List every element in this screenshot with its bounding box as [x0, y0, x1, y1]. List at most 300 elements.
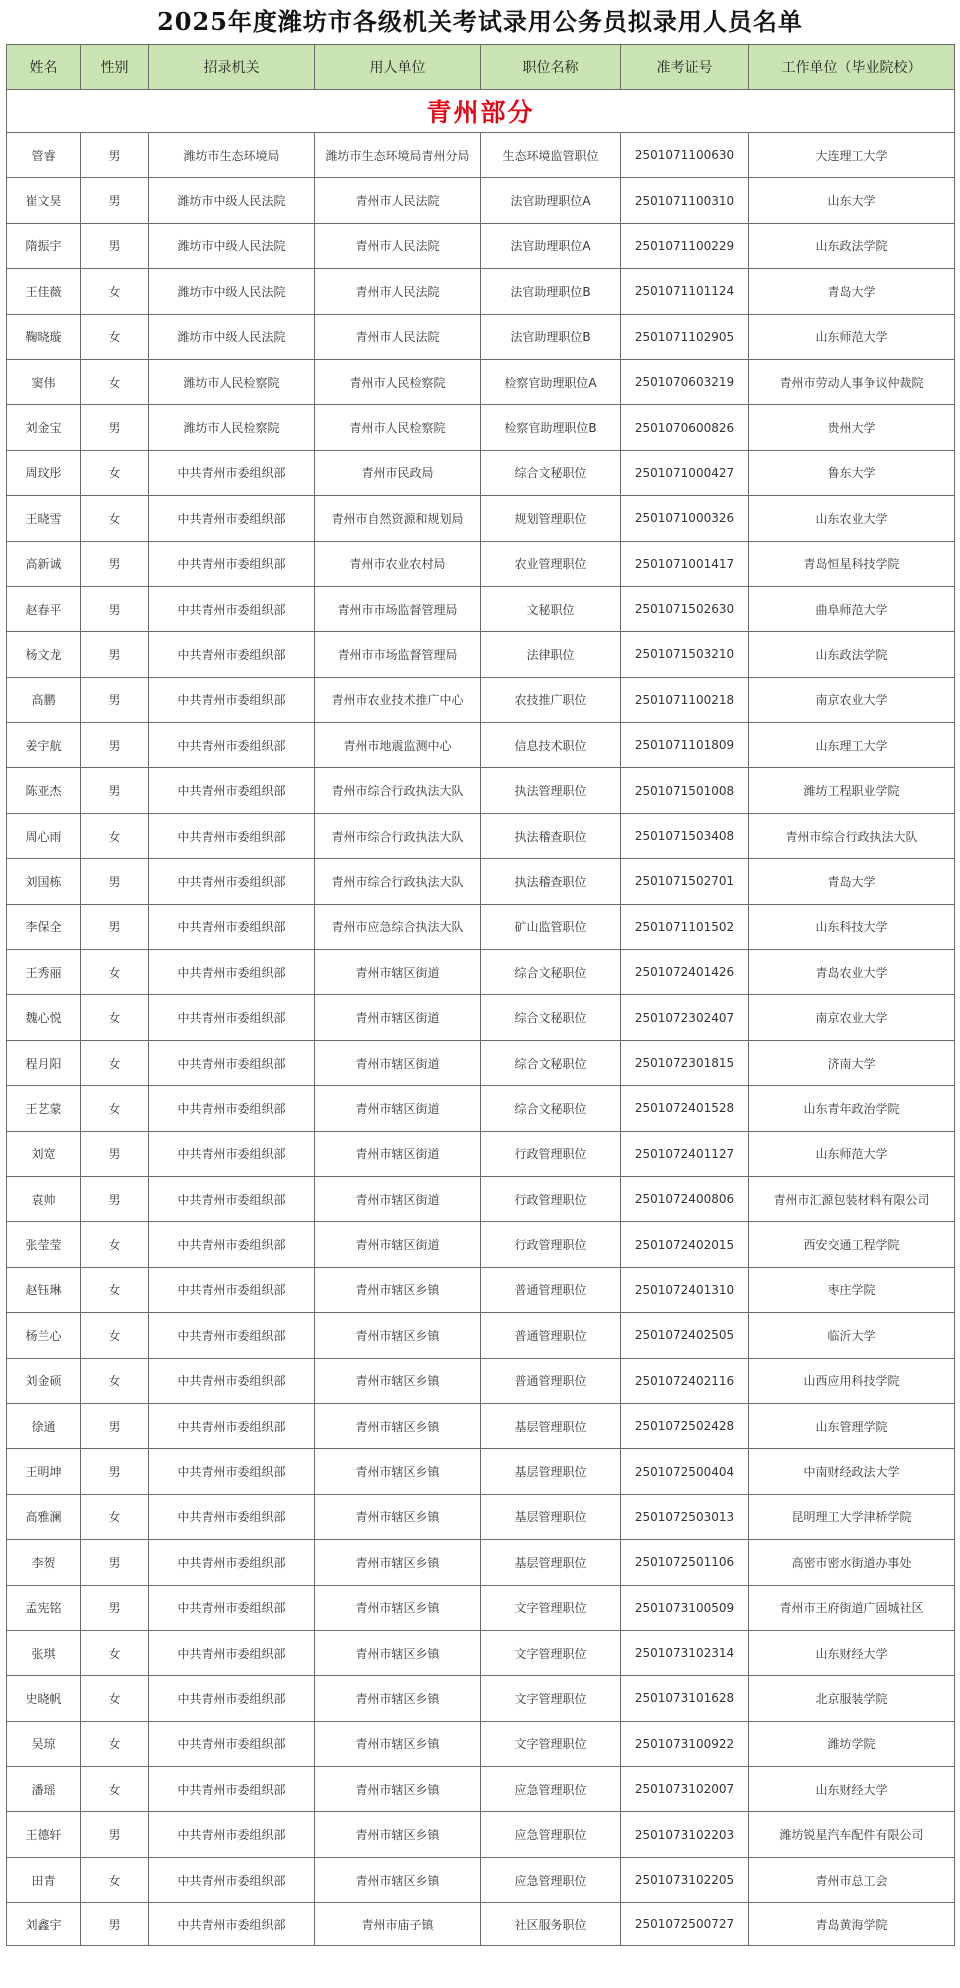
- cell-name: 姜宇航: [7, 723, 81, 768]
- cell-recruiting-agency: 潍坊市中级人民法院: [149, 223, 315, 268]
- cell-recruiting-agency: 中共青州市委组织部: [149, 1403, 315, 1448]
- cell-gender: 女: [81, 1040, 149, 1085]
- cell-position: 文字管理职位: [481, 1721, 621, 1766]
- cell-employer: 青州市辖区乡镇: [315, 1449, 481, 1494]
- cell-recruiting-agency: 中共青州市委组织部: [149, 813, 315, 858]
- cell-position: 普通管理职位: [481, 1267, 621, 1312]
- table-row: [7, 723, 955, 768]
- cell-position: 社区服务职位: [481, 1903, 621, 1946]
- cell-exam-number: 2501072402116: [621, 1358, 749, 1403]
- cell-position: 执法管理职位: [481, 768, 621, 813]
- table-row: [7, 1222, 955, 1267]
- cell-position: 文字管理职位: [481, 1676, 621, 1721]
- cell-name: 张莹莹: [7, 1222, 81, 1267]
- cell-name: 袁帅: [7, 1176, 81, 1221]
- cell-employer: 青州市综合行政执法大队: [315, 768, 481, 813]
- cell-position: 普通管理职位: [481, 1313, 621, 1358]
- cell-workplace-school: 青州市总工会: [749, 1857, 955, 1902]
- cell-name: 管睿: [7, 133, 81, 178]
- cell-gender: 男: [81, 541, 149, 586]
- cell-name: 高新诚: [7, 541, 81, 586]
- cell-employer: 青州市辖区乡镇: [315, 1676, 481, 1721]
- cell-name: 杨兰心: [7, 1313, 81, 1358]
- cell-name: 王德轩: [7, 1812, 81, 1857]
- cell-employer: 青州市人民法院: [315, 269, 481, 314]
- cell-exam-number: 2501072500727: [621, 1903, 749, 1946]
- cell-exam-number: 2501071102905: [621, 314, 749, 359]
- table-row: [7, 178, 955, 223]
- cell-exam-number: 2501073102314: [621, 1630, 749, 1675]
- cell-exam-number: 2501072401310: [621, 1267, 749, 1312]
- table-row: [7, 904, 955, 949]
- table-row: [7, 1721, 955, 1766]
- cell-employer: 青州市辖区街道: [315, 950, 481, 995]
- cell-gender: 女: [81, 813, 149, 858]
- cell-gender: 女: [81, 1676, 149, 1721]
- cell-employer: 青州市人民检察院: [315, 359, 481, 404]
- cell-workplace-school: 山东理工大学: [749, 723, 955, 768]
- cell-position: 执法稽查职位: [481, 859, 621, 904]
- cell-employer: 青州市辖区街道: [315, 1222, 481, 1267]
- cell-employer: 青州市辖区乡镇: [315, 1630, 481, 1675]
- cell-recruiting-agency: 中共青州市委组织部: [149, 950, 315, 995]
- cell-workplace-school: 青岛农业大学: [749, 950, 955, 995]
- cell-recruiting-agency: 中共青州市委组织部: [149, 1585, 315, 1630]
- cell-position: 文字管理职位: [481, 1585, 621, 1630]
- cell-exam-number: 2501071100218: [621, 677, 749, 722]
- cell-exam-number: 2501071101809: [621, 723, 749, 768]
- cell-gender: 男: [81, 723, 149, 768]
- cell-exam-number: 2501071502630: [621, 586, 749, 631]
- table-row: [7, 541, 955, 586]
- table-row: [7, 496, 955, 541]
- cell-position: 行政管理职位: [481, 1131, 621, 1176]
- cell-gender: 女: [81, 359, 149, 404]
- cell-recruiting-agency: 中共青州市委组织部: [149, 1449, 315, 1494]
- table-row: [7, 1676, 955, 1721]
- cell-gender: 男: [81, 1176, 149, 1221]
- cell-exam-number: 2501073102205: [621, 1857, 749, 1902]
- table-row: [7, 586, 955, 631]
- cell-workplace-school: 青州市综合行政执法大队: [749, 813, 955, 858]
- cell-gender: 女: [81, 1494, 149, 1539]
- cell-name: 刘宽: [7, 1131, 81, 1176]
- cell-workplace-school: 青岛大学: [749, 859, 955, 904]
- cell-gender: 女: [81, 950, 149, 995]
- cell-workplace-school: 青州市汇源包装材料有限公司: [749, 1176, 955, 1221]
- cell-name: 魏心悦: [7, 995, 81, 1040]
- cell-name: 史晓帆: [7, 1676, 81, 1721]
- cell-gender: 男: [81, 133, 149, 178]
- cell-gender: 男: [81, 223, 149, 268]
- cell-employer: 青州市辖区街道: [315, 1131, 481, 1176]
- cell-recruiting-agency: 中共青州市委组织部: [149, 1358, 315, 1403]
- cell-name: 刘鑫宇: [7, 1903, 81, 1946]
- cell-exam-number: 2501071501008: [621, 768, 749, 813]
- cell-gender: 女: [81, 1857, 149, 1902]
- cell-recruiting-agency: 中共青州市委组织部: [149, 1313, 315, 1358]
- cell-recruiting-agency: 中共青州市委组织部: [149, 1630, 315, 1675]
- cell-employer: 青州市辖区乡镇: [315, 1585, 481, 1630]
- cell-employer: 青州市人民法院: [315, 314, 481, 359]
- cell-employer: 青州市辖区乡镇: [315, 1812, 481, 1857]
- cell-workplace-school: 山东财经大学: [749, 1630, 955, 1675]
- table-row: [7, 632, 955, 677]
- cell-name: 赵春平: [7, 586, 81, 631]
- cell-name: 潘瑶: [7, 1767, 81, 1812]
- cell-gender: 女: [81, 269, 149, 314]
- cell-employer: 青州市地震监测中心: [315, 723, 481, 768]
- cell-gender: 男: [81, 904, 149, 949]
- cell-position: 农技推广职位: [481, 677, 621, 722]
- cell-recruiting-agency: 潍坊市人民检察院: [149, 359, 315, 404]
- cell-name: 李贺: [7, 1540, 81, 1585]
- cell-position: 法官助理职位A: [481, 223, 621, 268]
- cell-name: 李保全: [7, 904, 81, 949]
- cell-recruiting-agency: 中共青州市委组织部: [149, 904, 315, 949]
- cell-name: 田青: [7, 1857, 81, 1902]
- cell-exam-number: 2501071503210: [621, 632, 749, 677]
- cell-employer: 青州市人民法院: [315, 178, 481, 223]
- table-row: [7, 1176, 955, 1221]
- cell-recruiting-agency: 中共青州市委组织部: [149, 1812, 315, 1857]
- cell-name: 赵钰琳: [7, 1267, 81, 1312]
- table-row: [7, 1585, 955, 1630]
- section-title: 青州部分: [7, 90, 955, 133]
- cell-workplace-school: 北京服装学院: [749, 1676, 955, 1721]
- cell-name: 鞠晓璇: [7, 314, 81, 359]
- cell-employer: 青州市辖区乡镇: [315, 1767, 481, 1812]
- table-row: [7, 1131, 955, 1176]
- cell-exam-number: 2501071503408: [621, 813, 749, 858]
- cell-employer: 青州市辖区街道: [315, 1176, 481, 1221]
- cell-name: 吴琼: [7, 1721, 81, 1766]
- table-row: [7, 995, 955, 1040]
- cell-position: 行政管理职位: [481, 1176, 621, 1221]
- cell-recruiting-agency: 中共青州市委组织部: [149, 768, 315, 813]
- cell-position: 应急管理职位: [481, 1812, 621, 1857]
- cell-employer: 青州市综合行政执法大队: [315, 859, 481, 904]
- table-row: [7, 133, 955, 178]
- cell-recruiting-agency: 中共青州市委组织部: [149, 1857, 315, 1902]
- cell-employer: 青州市市场监督管理局: [315, 632, 481, 677]
- cell-exam-number: 2501072301815: [621, 1040, 749, 1085]
- cell-employer: 青州市辖区乡镇: [315, 1313, 481, 1358]
- cell-workplace-school: 青州市王府街道广固城社区: [749, 1585, 955, 1630]
- cell-workplace-school: 潍坊学院: [749, 1721, 955, 1766]
- cell-workplace-school: 青岛大学: [749, 269, 955, 314]
- cell-recruiting-agency: 潍坊市人民检察院: [149, 405, 315, 450]
- cell-name: 孟宪铭: [7, 1585, 81, 1630]
- cell-exam-number: 2501072503013: [621, 1494, 749, 1539]
- table-row: [7, 1358, 955, 1403]
- cell-gender: 男: [81, 1403, 149, 1448]
- cell-employer: 青州市人民法院: [315, 223, 481, 268]
- cell-workplace-school: 山东财经大学: [749, 1767, 955, 1812]
- cell-employer: 青州市辖区街道: [315, 1040, 481, 1085]
- cell-name: 王晓雪: [7, 496, 81, 541]
- cell-recruiting-agency: 中共青州市委组织部: [149, 1267, 315, 1312]
- cell-position: 应急管理职位: [481, 1767, 621, 1812]
- cell-position: 综合文秘职位: [481, 1086, 621, 1131]
- cell-employer: 青州市应急综合执法大队: [315, 904, 481, 949]
- cell-name: 王艺蒙: [7, 1086, 81, 1131]
- cell-recruiting-agency: 中共青州市委组织部: [149, 1040, 315, 1085]
- cell-position: 行政管理职位: [481, 1222, 621, 1267]
- table-row: [7, 1086, 955, 1131]
- cell-exam-number: 2501071100229: [621, 223, 749, 268]
- cell-workplace-school: 山东农业大学: [749, 496, 955, 541]
- cell-workplace-school: 山东政法学院: [749, 223, 955, 268]
- cell-name: 程月阳: [7, 1040, 81, 1085]
- cell-name: 高鹏: [7, 677, 81, 722]
- cell-workplace-school: 大连理工大学: [749, 133, 955, 178]
- cell-name: 陈亚杰: [7, 768, 81, 813]
- cell-gender: 男: [81, 677, 149, 722]
- cell-position: 农业管理职位: [481, 541, 621, 586]
- cell-position: 执法稽查职位: [481, 813, 621, 858]
- table-header-row: [7, 45, 955, 90]
- cell-position: 生态环境监管职位: [481, 133, 621, 178]
- cell-position: 检察官助理职位B: [481, 405, 621, 450]
- table-row: [7, 1040, 955, 1085]
- cell-exam-number: 2501072401528: [621, 1086, 749, 1131]
- cell-position: 法律职位: [481, 632, 621, 677]
- cell-recruiting-agency: 中共青州市委组织部: [149, 1903, 315, 1946]
- table-row: [7, 677, 955, 722]
- cell-employer: 青州市农业技术推广中心: [315, 677, 481, 722]
- cell-employer: 青州市人民检察院: [315, 405, 481, 450]
- cell-exam-number: 2501072402505: [621, 1313, 749, 1358]
- cell-recruiting-agency: 中共青州市委组织部: [149, 995, 315, 1040]
- cell-exam-number: 2501070603219: [621, 359, 749, 404]
- cell-workplace-school: 潍坊工程职业学院: [749, 768, 955, 813]
- cell-exam-number: 2501073102203: [621, 1812, 749, 1857]
- table-row: [7, 768, 955, 813]
- cell-exam-number: 2501071502701: [621, 859, 749, 904]
- cell-recruiting-agency: 中共青州市委组织部: [149, 677, 315, 722]
- table-row: [7, 1494, 955, 1539]
- cell-name: 刘金硕: [7, 1358, 81, 1403]
- cell-workplace-school: 山东大学: [749, 178, 955, 223]
- cell-exam-number: 2501071101124: [621, 269, 749, 314]
- cell-position: 应急管理职位: [481, 1857, 621, 1902]
- cell-recruiting-agency: 潍坊市中级人民法院: [149, 178, 315, 223]
- cell-gender: 男: [81, 405, 149, 450]
- header-gender: 性别: [81, 45, 149, 90]
- cell-recruiting-agency: 中共青州市委组织部: [149, 859, 315, 904]
- cell-exam-number: 2501071000427: [621, 450, 749, 495]
- cell-position: 矿山监管职位: [481, 904, 621, 949]
- cell-recruiting-agency: 中共青州市委组织部: [149, 1176, 315, 1221]
- cell-gender: 女: [81, 1313, 149, 1358]
- cell-name: 徐通: [7, 1403, 81, 1448]
- cell-recruiting-agency: 中共青州市委组织部: [149, 586, 315, 631]
- cell-exam-number: 2501072501106: [621, 1540, 749, 1585]
- header-exam-number: 准考证号: [621, 45, 749, 90]
- cell-recruiting-agency: 中共青州市委组织部: [149, 632, 315, 677]
- cell-gender: 男: [81, 1540, 149, 1585]
- table-row: [7, 1903, 955, 1946]
- cell-name: 张琪: [7, 1630, 81, 1675]
- cell-recruiting-agency: 潍坊市中级人民法院: [149, 269, 315, 314]
- table-row: [7, 223, 955, 268]
- cell-employer: 青州市辖区乡镇: [315, 1857, 481, 1902]
- cell-exam-number: 2501072500404: [621, 1449, 749, 1494]
- cell-name: 窦伟: [7, 359, 81, 404]
- header-recruiting-agency: 招录机关: [149, 45, 315, 90]
- cell-name: 周心雨: [7, 813, 81, 858]
- cell-workplace-school: 青州市劳动人事争议仲裁院: [749, 359, 955, 404]
- cell-name: 杨文龙: [7, 632, 81, 677]
- cell-position: 文秘职位: [481, 586, 621, 631]
- table-row: [7, 314, 955, 359]
- cell-workplace-school: 临沂大学: [749, 1313, 955, 1358]
- page-title: 2025年度潍坊市各级机关考试录用公务员拟录用人员名单: [157, 7, 803, 36]
- cell-exam-number: 2501071100630: [621, 133, 749, 178]
- table-row: [7, 1449, 955, 1494]
- cell-gender: 女: [81, 1358, 149, 1403]
- table-row: [7, 1812, 955, 1857]
- table-row: [7, 405, 955, 450]
- cell-employer: 青州市自然资源和规划局: [315, 496, 481, 541]
- cell-position: 基层管理职位: [481, 1449, 621, 1494]
- cell-exam-number: 2501072401127: [621, 1131, 749, 1176]
- cell-gender: 男: [81, 1131, 149, 1176]
- cell-recruiting-agency: 中共青州市委组织部: [149, 1540, 315, 1585]
- cell-position: 综合文秘职位: [481, 950, 621, 995]
- cell-employer: 青州市辖区乡镇: [315, 1403, 481, 1448]
- candidate-table: [6, 44, 955, 1946]
- section-row: [7, 90, 955, 133]
- cell-gender: 女: [81, 450, 149, 495]
- cell-recruiting-agency: 潍坊市生态环境局: [149, 133, 315, 178]
- cell-workplace-school: 山东青年政治学院: [749, 1086, 955, 1131]
- cell-position: 法官助理职位B: [481, 269, 621, 314]
- cell-workplace-school: 青岛恒星科技学院: [749, 541, 955, 586]
- cell-recruiting-agency: 中共青州市委组织部: [149, 496, 315, 541]
- cell-workplace-school: 曲阜师范大学: [749, 586, 955, 631]
- cell-name: 王明坤: [7, 1449, 81, 1494]
- cell-gender: 女: [81, 1630, 149, 1675]
- table-row: [7, 450, 955, 495]
- table-row: [7, 1313, 955, 1358]
- cell-exam-number: 2501073100922: [621, 1721, 749, 1766]
- cell-recruiting-agency: 中共青州市委组织部: [149, 541, 315, 586]
- cell-exam-number: 2501072402015: [621, 1222, 749, 1267]
- cell-name: 崔文昊: [7, 178, 81, 223]
- cell-workplace-school: 潍坊锐星汽车配件有限公司: [749, 1812, 955, 1857]
- cell-gender: 男: [81, 768, 149, 813]
- cell-employer: 青州市民政局: [315, 450, 481, 495]
- cell-recruiting-agency: 中共青州市委组织部: [149, 1676, 315, 1721]
- cell-name: 周玟彤: [7, 450, 81, 495]
- cell-employer: 青州市辖区街道: [315, 1086, 481, 1131]
- cell-recruiting-agency: 中共青州市委组织部: [149, 1494, 315, 1539]
- cell-gender: 男: [81, 586, 149, 631]
- cell-employer: 潍坊市生态环境局青州分局: [315, 133, 481, 178]
- cell-position: 法官助理职位A: [481, 178, 621, 223]
- cell-employer: 青州市辖区街道: [315, 995, 481, 1040]
- header-name: 姓名: [7, 45, 81, 90]
- cell-gender: 男: [81, 1585, 149, 1630]
- cell-recruiting-agency: 中共青州市委组织部: [149, 1086, 315, 1131]
- cell-exam-number: 2501072400806: [621, 1176, 749, 1221]
- cell-gender: 女: [81, 496, 149, 541]
- header-position: 职位名称: [481, 45, 621, 90]
- cell-gender: 男: [81, 178, 149, 223]
- cell-workplace-school: 山东管理学院: [749, 1403, 955, 1448]
- cell-gender: 女: [81, 995, 149, 1040]
- table-row: [7, 950, 955, 995]
- cell-employer: 青州市综合行政执法大队: [315, 813, 481, 858]
- cell-workplace-school: 山东政法学院: [749, 632, 955, 677]
- cell-gender: 男: [81, 859, 149, 904]
- cell-name: 高雅澜: [7, 1494, 81, 1539]
- cell-name: 王秀丽: [7, 950, 81, 995]
- cell-position: 检察官助理职位A: [481, 359, 621, 404]
- cell-exam-number: 2501072302407: [621, 995, 749, 1040]
- cell-workplace-school: 中南财经政法大学: [749, 1449, 955, 1494]
- cell-workplace-school: 济南大学: [749, 1040, 955, 1085]
- cell-exam-number: 2501071000326: [621, 496, 749, 541]
- cell-workplace-school: 昆明理工大学津桥学院: [749, 1494, 955, 1539]
- cell-exam-number: 2501071001417: [621, 541, 749, 586]
- cell-workplace-school: 贵州大学: [749, 405, 955, 450]
- table-row: [7, 359, 955, 404]
- table-row: [7, 1403, 955, 1448]
- table-row: [7, 1267, 955, 1312]
- cell-position: 普通管理职位: [481, 1358, 621, 1403]
- cell-position: 基层管理职位: [481, 1494, 621, 1539]
- cell-recruiting-agency: 中共青州市委组织部: [149, 1222, 315, 1267]
- header-employer: 用人单位: [315, 45, 481, 90]
- cell-name: 刘金宝: [7, 405, 81, 450]
- cell-gender: 男: [81, 1903, 149, 1946]
- cell-exam-number: 2501073101628: [621, 1676, 749, 1721]
- cell-employer: 青州市农业农村局: [315, 541, 481, 586]
- cell-employer: 青州市辖区乡镇: [315, 1358, 481, 1403]
- cell-name: 王佳薇: [7, 269, 81, 314]
- cell-recruiting-agency: 中共青州市委组织部: [149, 450, 315, 495]
- cell-employer: 青州市庙子镇: [315, 1903, 481, 1946]
- cell-workplace-school: 山东师范大学: [749, 1131, 955, 1176]
- cell-workplace-school: 鲁东大学: [749, 450, 955, 495]
- cell-workplace-school: 西安交通工程学院: [749, 1222, 955, 1267]
- cell-employer: 青州市辖区乡镇: [315, 1267, 481, 1312]
- cell-position: 文字管理职位: [481, 1630, 621, 1675]
- table-row: [7, 1540, 955, 1585]
- cell-gender: 女: [81, 1721, 149, 1766]
- cell-workplace-school: 南京农业大学: [749, 995, 955, 1040]
- cell-position: 综合文秘职位: [481, 1040, 621, 1085]
- cell-position: 规划管理职位: [481, 496, 621, 541]
- cell-exam-number: 2501073102007: [621, 1767, 749, 1812]
- cell-recruiting-agency: 中共青州市委组织部: [149, 1767, 315, 1812]
- cell-workplace-school: 青岛黄海学院: [749, 1903, 955, 1946]
- cell-exam-number: 2501072401426: [621, 950, 749, 995]
- cell-recruiting-agency: 中共青州市委组织部: [149, 723, 315, 768]
- cell-employer: 青州市辖区乡镇: [315, 1721, 481, 1766]
- cell-position: 基层管理职位: [481, 1403, 621, 1448]
- cell-workplace-school: 高密市密水街道办事处: [749, 1540, 955, 1585]
- cell-gender: 男: [81, 632, 149, 677]
- cell-gender: 女: [81, 1767, 149, 1812]
- cell-gender: 男: [81, 1449, 149, 1494]
- cell-gender: 女: [81, 1267, 149, 1312]
- cell-exam-number: 2501073100509: [621, 1585, 749, 1630]
- cell-gender: 女: [81, 314, 149, 359]
